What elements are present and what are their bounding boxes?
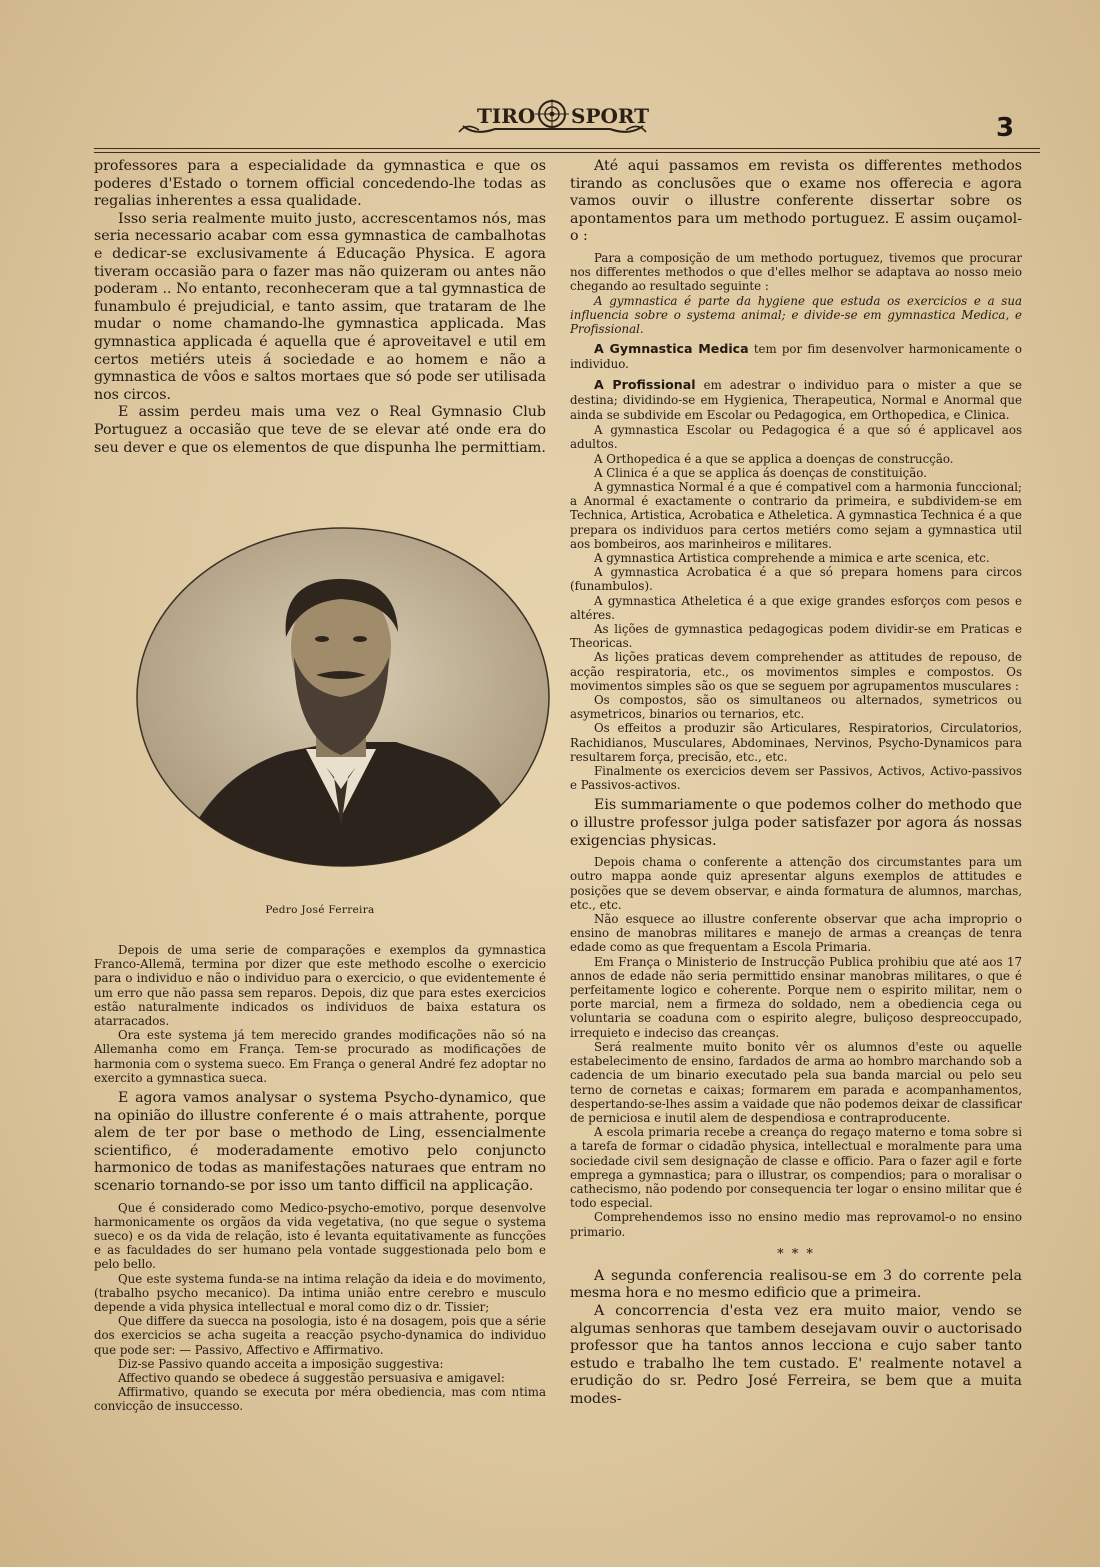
- paragraph: A Clinica é a que se applica ás doenças de constituição.: [594, 465, 927, 480]
- paragraph: Eis summariamente o que podemos colher do methodo que o illustre professor julga poder satisfazer por agora ás nossas exigencias physicas.: [570, 797, 1022, 849]
- paragraph: Não esquece ao illustre conferente observar que acha improprio o ensino de manobras militares e manejo de armas a creanças de tenra edade como as que frequentam a Escola Primaria.: [570, 912, 1022, 955]
- paragraph: Comprehendemos isso no ensino medio mas reprovamol-o no ensino primario.: [570, 1210, 1022, 1239]
- paragraph: Diz-se Passivo quando acceita a imposição suggestiva:: [118, 1356, 444, 1371]
- paragraph: A gymnastica Atheletica é a que exige grandes esforços com pesos e altéres.: [570, 593, 1022, 622]
- paragraph: Em França o Ministerio de Instrucção Publica prohibiu que até aos 17 annos de edade não seria permittido ensinar manobras militares, o que é perfeitamente logico e coherente. Porque nem o espirito militar, nem o porte marcial, nem a firmeza do soldado, nem a obediencia cega ou voluntaria se coaduna com o espirito alegre, buliçoso despreoccupado, irrequieto e indeciso das creanças.: [570, 954, 1022, 1040]
- section-heading: A Profissional: [594, 377, 696, 393]
- page-number: 3: [996, 113, 1015, 143]
- right-column: [570, 158, 1022, 1408]
- paragraph: Será realmente muito bonito vêr os alumnos d'este ou aquelle estabelecimento de ensino, fardados de arma ao hombro marchando sob a cadencia de um binario executado pela sua banda marcial ou pelo seu terno de cornetas e caixas; formarem em parada e acompanhamentos, despertando-se-lhes assim a vaidade que não podemos deixar de classificar de perniciosa e inutil alem de despendiosa e contraproducente.: [570, 1039, 1022, 1125]
- paragraph: Depois de uma serie de comparações e exemplos da gymnastica Franco-Allemã, termina por dizer que este methodo escolhe o exercicio para o individuo e não o individuo para o exercicio, o que evidentemente é um erro que não passa sem reparos. Depois, diz que para estes exercicios estão naturalmente indicados os individuos de baixa estatura os atarracados.: [94, 943, 546, 1029]
- masthead-title-left: TIRO: [477, 104, 536, 128]
- masthead-title: TIRO E SPORT: [455, 96, 463, 97]
- paragraph: Isso seria realmente muito justo, accrescentamos nós, mas seria necessario acabar com essa gymnastica de cambalhotas e dedicar-se exclusivamente á Educação Physica. E agora tiveram occasião para o fazer mas não quizeram ou antes não poderam .. No entanto, reconheceram que a tal gymnastica de funambulo é prejudicial, e tanto assim, que trataram de lhe mudar o nome chamando-lhe gymnastica applicada. Mas gymnastica applicada é aquella que é aproveitavel e util em certos metiérs uteis á sociedade e ao homem e não a gymnastica de vôos e saltos mortaes que só pode ser utilisada nos circos.: [94, 210, 546, 403]
- portrait-caption: Pedro José Ferreira: [265, 904, 375, 916]
- portrait-image: [136, 527, 550, 867]
- paragraph: A gymnastica Escolar ou Pedagogica é a que só é applicavel aos adultos.: [570, 423, 1022, 452]
- section-divider-asterisks: * * *: [777, 1246, 815, 1262]
- paragraph: A Orthopedica é a que se applica a doenças de construcção.: [594, 451, 954, 466]
- paragraph: [570, 341, 1022, 372]
- paragraph: A gymnastica é parte da hygiene que estuda os exercicios e a sua influencia sobre o systema animal; e divide-se em gymnastica Medica, e Profissional.: [570, 293, 1022, 336]
- paragraph: A escola primaria recebe a creança do regaço materno e toma sobre si a tarefa de formar o cidadão physica, intellectual e moralmente para uma sociedade civil sem designação de classe e officio. Para o fazer agil e forte emprega a gymnastica; para o illustrar, os compendios; para o moralisar o cathecismo, não podendo por consequencia ter logar o ensino militar que é todo especial.: [570, 1125, 1022, 1211]
- paragraph: Depois chama o conferente a attenção dos circumstantes para um outro mappa aonde quiz apresentar alguns exemplos de attitudes e posições que se devem observar, e ainda formatura de alumnos, marchas, etc., etc.: [570, 855, 1022, 912]
- paragraph: [570, 377, 1022, 423]
- section-heading: A Gymnastica Medica: [594, 341, 749, 357]
- section-text: tem por fim desenvolver harmonicamente o individuo.: [570, 342, 1023, 372]
- paragraph: A gymnastica Acrobatica é a que só prepara homens para circos (funambulos).: [570, 565, 1022, 594]
- header-rule-thin: [94, 148, 1040, 149]
- left-column-top: [94, 158, 546, 457]
- paragraph: A gymnastica Normal é a que é compativel com a harmonia funccional; a Anormal é exactamente o contrario da primeira, e subdividem-se em Technica, Artistica, Acrobatica e Atheletica. A gymnastica Technica é a que prepara os individuos para certos metiérs como sejam a gymnastica util aos bombeiros, aos marinheiros e militares.: [570, 480, 1022, 551]
- paragraph: Que é considerado como Medico-psycho-emotivo, porque desenvolve harmonicamente os orgãos da vida vegetativa, (no que segue o systema sueco) e os da vida de relação, isto é levanta equitativamente as funcções e as faculdades do ser humano pela vontade suggestionada pelo bom e pelo bello.: [94, 1200, 546, 1272]
- paragraph: A concorrencia d'esta vez era muito maior, vendo se algumas senhoras que tambem desejavam ouvir o auctorisado professor que ha tantos annos lecciona e cujo saber tanto estudo e trabalho lhe tem custado. E' realmente notavel a erudição do sr. Pedro José Ferreira, se bem que a muita modes-: [570, 1302, 1022, 1407]
- paragraph: Affectivo quando se obedece á suggestão persuasiva e amigavel:: [118, 1371, 505, 1386]
- left-column-bottom: [94, 943, 546, 1414]
- paragraph: professores para a especialidade da gymnastica e que os poderes d'Estado o tornem official concedendo-lhe todas as regalias inherentes a essa qualidade.: [94, 158, 546, 210]
- paragraph: Affirmativo, quando se executa por méra obediencia, mas com ntima convicção de insuccesso.: [94, 1385, 546, 1414]
- paragraph: Que differe da suecca na posologia, isto é na dosagem, pois que a série dos exercicios se acha sugeita a reacção psycho-dynamica do individuo que pode ser: — Passivo, Affectivo e Affirmativo.: [94, 1314, 546, 1357]
- paragraph: E assim perdeu mais uma vez o Real Gymnasio Club Portuguez a occasião que teve de se elevar até onde era do seu dever e que os elementos de que dispunha lhe permittiam.: [94, 404, 546, 456]
- paragraph: E agora vamos analysar o systema Psycho-dynamico, que na opinião do illustre conferente é o mais attrahente, porque alem de ter por base o methodo de Ling, essencialmente scientifico, é moderadamente emotivo pelo conjuncto harmonico de todas as manifestações naturaes que entram no scenario tornando-se por isso um tanto difficil na applicação.: [94, 1090, 546, 1194]
- paragraph: Até aqui passamos em revista os differentes methodos tirando as conclusões que o exame nos offerecia e agora vamos ouvir o illustre conferente dissertar sobre os apontamentos para um methodo portuguez. E assim ouçamol-o :: [570, 158, 1022, 245]
- paragraph: A gymnastica Artistica comprehende a mimica e arte scenica, etc.: [594, 551, 990, 566]
- masthead-logo: [455, 96, 650, 138]
- paragraph: Finalmente os exercicios devem ser Passivos, Activos, Activo-passivos e Passivos-activos.: [570, 764, 1022, 793]
- paragraph: Ora este systema já tem merecido grandes modificações não só na Allemanha como em França. Tem-se procurado as modificações de harmonia com o systema sueco. Em França o general André fez adoptar no exercito a gymnastica sueca.: [94, 1028, 546, 1085]
- masthead-title-right: SPORT: [571, 104, 650, 128]
- paragraph: Que este systema funda-se na intima relação da ideia e do movimento, (trabalho psycho mecanico). Da intima união entre cerebro e musculo depende a vida physica intellectual e moral como diz o dr. Tissier;: [94, 1271, 546, 1315]
- paragraph: Para a composição de um methodo portuguez, tivemos que procurar nos differentes methodos o que d'elles melhor se adaptava ao nosso meio chegando ao resultado seguinte :: [570, 250, 1022, 294]
- paragraph: Os effeitos a produzir são Articulares, Respiratorios, Circulatorios, Rachidianos, Musculares, Abdominaes, Nervinos, Psycho-Dynamicos para resultarem força, precisão, etc., etc.: [570, 721, 1022, 764]
- paragraph: As lições de gymnastica pedagogicas podem dividir-se em Praticas e Theoricas.: [570, 622, 1022, 651]
- paragraph: As lições praticas devem comprehender as attitudes de repouso, de acção respiratoria, etc., os movimentos simples e compostos. Os movimentos simples são os que se seguem por agrupamentos musculares :: [570, 650, 1022, 693]
- paragraph: Os compostos, são os simultaneos ou alternados, symetricos ou asymetricos, binarios ou ternarios, etc.: [570, 693, 1022, 722]
- paragraph: A segunda conferencia realisou-se em 3 do corrente pela mesma hora e no mesmo edificio que a primeira.: [570, 1267, 1022, 1302]
- header-rule: [94, 152, 1040, 153]
- section-text: em adestrar o individuo para o mister a que se destina; dividindo-se em Hygienica, Therapeutica, Normal e Anormal que ainda se subdivide em Escolar ou Pedagogica, em Orthopedica, e Clinica.: [570, 378, 1022, 423]
